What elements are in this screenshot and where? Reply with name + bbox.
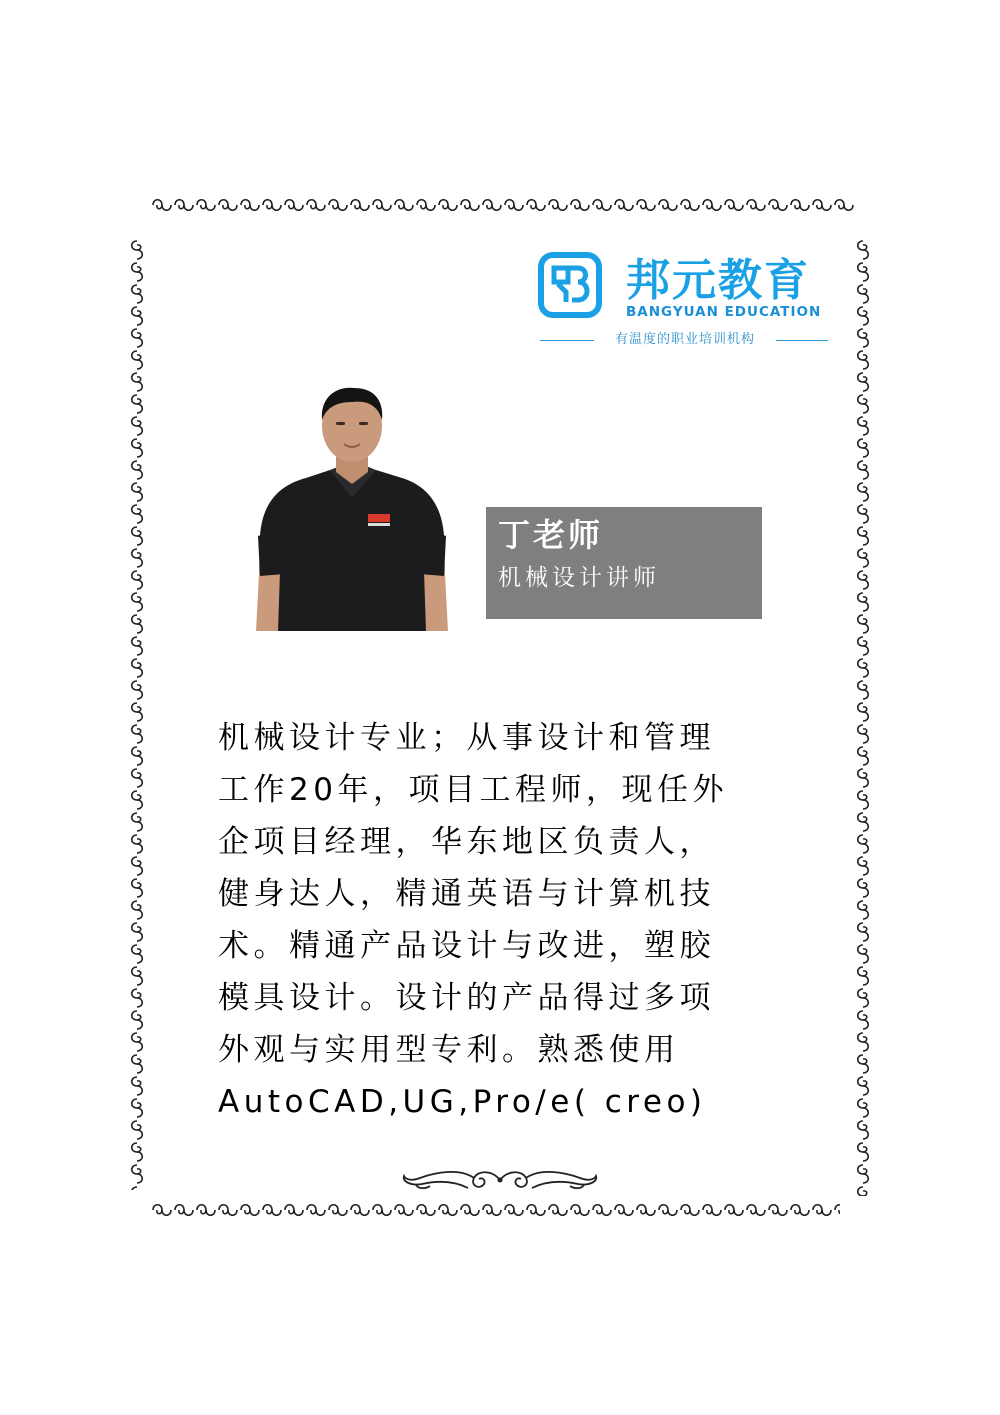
left-border-ornament (126, 238, 148, 1190)
flourish-ornament-icon (400, 1164, 600, 1196)
brand-tagline: 有温度的职业培训机构 (614, 332, 755, 347)
bottom-border-ornament (150, 1198, 840, 1222)
bio-line: 机械设计专业；从事设计和管理 (218, 720, 715, 756)
bio-line: 健身达人，精通英语与计算机技 (218, 876, 715, 912)
bio-line: 工作20年，项目工程师，现任外 (218, 772, 728, 808)
right-border-ornament (852, 238, 874, 1196)
teacher-bio (218, 712, 778, 1128)
tagline-divider-right (776, 340, 828, 341)
brand-tagline-row (538, 330, 830, 350)
bio-line: 企项目经理，华东地区负责人， (218, 824, 715, 860)
teacher-name-card (486, 507, 762, 619)
tagline-divider-left (540, 340, 594, 341)
bio-line: 外观与实用型专利。熟悉使用 (218, 1032, 680, 1068)
brand-logo-mark-icon (538, 252, 602, 318)
bio-line: 模具设计。设计的产品得过多项 (218, 980, 715, 1016)
teacher-portrait (256, 386, 448, 631)
top-border-ornament (150, 193, 855, 217)
bio-line: AutoCAD,UG,Pro/e( creo) (218, 1084, 707, 1120)
teacher-title: 机械设计讲师 (498, 565, 660, 591)
bio-line: 术。精通产品设计与改进，塑胶 (218, 928, 715, 964)
brand-name-cn: 邦元教育 (626, 255, 810, 306)
brand-name-en: BANGYUAN EDUCATION (626, 304, 822, 320)
brand-logo (538, 252, 830, 352)
teacher-name: 丁老师 (498, 516, 604, 554)
